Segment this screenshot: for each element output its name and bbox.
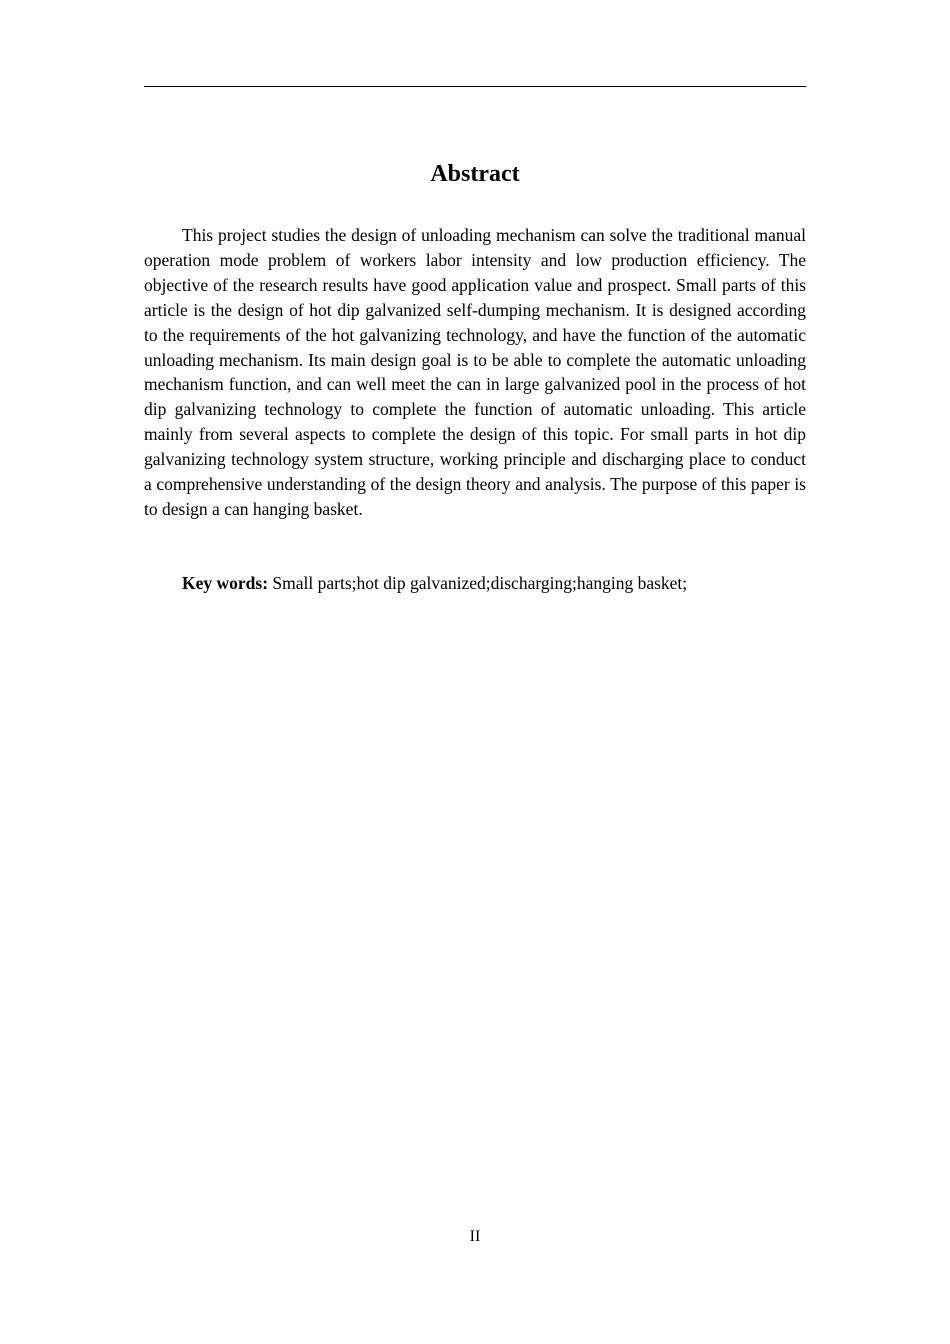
page-title: Abstract (430, 161, 520, 187)
page-number: II (469, 1228, 481, 1245)
keywords-line (144, 571, 806, 596)
keywords-value: Small parts;hot dip galvanized;discharging;hanging basket; (272, 573, 688, 593)
header-rule (144, 86, 806, 87)
abstract-paragraph: This project studies the design of unloading mechanism can solve the traditional manual operation mode problem of workers labor intensity and low production efficiency. The objective of the research results have good application value and prospect. Small parts of this article is the design of hot dip galvanized self-dumping mechanism. It is designed according to the requirements of the hot galvanizing technology, and have the function of the automatic unloading mechanism. Its main design goal is to be able to complete the automatic unloading mechanism function, and can well meet the can in large galvanized pool in the process of hot dip galvanizing technology to complete the function of automatic unloading. This article mainly from several aspects to complete the design of this topic. For small parts in hot dip galvanizing technology system structure, working principle and discharging place to conduct a comprehensive understanding of the design theory and analysis. The purpose of this paper is to design a can hanging basket. (144, 225, 806, 519)
keywords-label: Key words: (182, 573, 269, 593)
